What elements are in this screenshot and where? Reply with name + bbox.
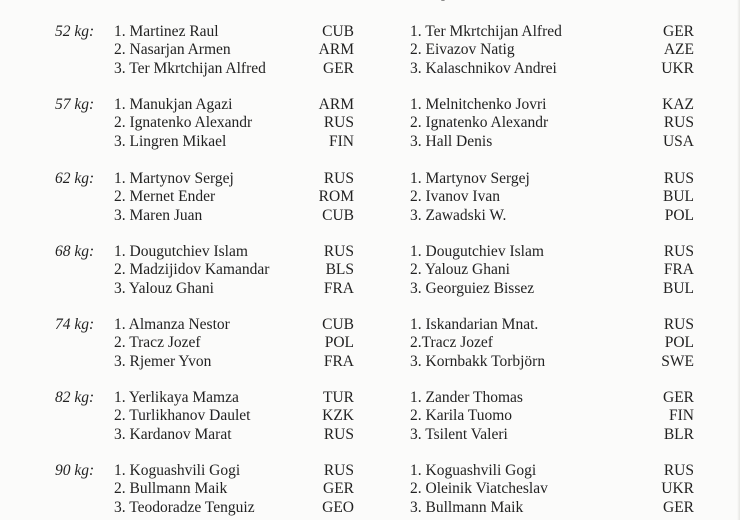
athlete-name-right: 1. Martynov Sergej (410, 170, 530, 187)
athlete-name-left: 2. Mernet Ender (114, 188, 216, 206)
result-row (0, 480, 740, 498)
country-code-right: RUS (663, 316, 694, 333)
athlete-name-left: 1. Almanza Nestor (114, 316, 230, 333)
country-code-right: BUL (663, 188, 694, 206)
country-code-left: RUS (323, 243, 354, 260)
athlete-name-right: 1. Iskandarian Mnat. (410, 316, 539, 333)
country-code-left: KZK (322, 407, 354, 425)
result-row (0, 426, 740, 444)
weight-class-label: 90 kg: (55, 462, 95, 479)
country-code-right: FRA (663, 261, 694, 279)
athlete-name-right: 2. Karila Tuomo (410, 407, 513, 425)
athlete-name-left: 1. Yerlikaya Mamza (114, 389, 239, 406)
athlete-name-right: 1. Ter Mkrtchijan Alfred (410, 23, 562, 40)
country-code-left: FRA (323, 279, 354, 297)
country-code-right (630, 0, 694, 2)
athlete-name-right: 1. Koguashvili Gogi (410, 462, 537, 479)
weight-class-row (0, 96, 740, 114)
athlete-name-right: 3. Georguiez Bissez (410, 279, 535, 297)
country-code-right: GER (663, 498, 694, 516)
athlete-name-left: 3. Yalouz Ghani (114, 279, 214, 297)
country-code-left: RUS (323, 462, 354, 479)
country-code-left (290, 0, 354, 2)
country-code-right: GER (663, 23, 694, 40)
country-code-right: KAZ (662, 96, 694, 113)
country-code-right: SWE (661, 352, 694, 370)
country-code-right: BUL (663, 279, 694, 297)
athlete-name-right: 2.Tracz Jozef (410, 334, 493, 352)
country-code-left: ARM (318, 41, 354, 59)
athlete-name-right: 1. Zander Thomas (410, 389, 523, 406)
country-code-right: RUS (663, 243, 694, 260)
athlete-name-left (114, 0, 223, 2)
athlete-name-right: 3. Kalaschnikov Andrei (410, 59, 557, 77)
weight-class-label: 82 kg: (55, 389, 95, 406)
result-row (0, 41, 740, 59)
result-row (0, 60, 740, 78)
weight-class-row (0, 462, 740, 480)
athlete-name-right: 3. Bullmann Maik (410, 498, 524, 516)
athlete-name-right: 3. Tsilent Valeri (410, 425, 508, 443)
country-code-left: FIN (329, 132, 354, 150)
result-row (0, 207, 740, 225)
athlete-name-right: 3. Zawadski W. (410, 206, 507, 224)
result-row (0, 499, 740, 517)
country-code-left: GEO (322, 498, 354, 516)
athlete-name-left: 2. Turlikhanov Daulet (114, 407, 251, 425)
athlete-name-right: 2. Eivazov Natig (410, 41, 515, 59)
athlete-name-left: 3. Lingren Mikael (114, 132, 227, 150)
athlete-name-left: 1. Martinez Raul (114, 23, 219, 40)
athlete-name-left: 2. Madzijidov Kamandar (114, 261, 270, 279)
athlete-name-left: 3. Maren Juan (114, 206, 203, 224)
athlete-name-left: 2. Bullmann Maik (114, 480, 228, 498)
result-row (0, 280, 740, 298)
country-code-left: ARM (318, 96, 354, 113)
athlete-name-left: 1. Dougutchiev Islam (114, 243, 248, 260)
athlete-name-left: 3. Teodoradze Tenguiz (114, 498, 255, 516)
country-code-left: RUS (323, 114, 354, 132)
country-code-right: RUS (663, 170, 694, 187)
result-row (0, 0, 740, 2)
athlete-name-right: 2. Oleinik Viatcheslav (410, 480, 548, 498)
country-code-left: CUB (322, 316, 354, 333)
athlete-name-right: 2. Yalouz Ghani (410, 261, 510, 279)
country-code-left: CUB (322, 23, 354, 40)
weight-class-label: 57 kg: (55, 96, 95, 113)
country-code-left: RUS (323, 425, 354, 443)
weight-class-label: 52 kg: (55, 23, 95, 40)
athlete-name-right: 2. Ignatenko Alexandr (410, 114, 549, 132)
athlete-name-left: 3. Kardanov Marat (114, 425, 232, 443)
country-code-left: GER (323, 480, 354, 498)
country-code-right: POL (664, 206, 694, 224)
country-code-left: POL (324, 334, 354, 352)
athlete-name-left: 2. Tracz Jozef (114, 334, 201, 352)
athlete-name-right: 3. Hall Denis (410, 132, 493, 150)
country-code-right: UKR (661, 59, 694, 77)
country-code-right: RUS (663, 114, 694, 132)
athlete-name-right (410, 0, 523, 2)
athlete-name-left: 2. Nasarjan Armen (114, 41, 231, 59)
result-row (0, 334, 740, 352)
country-code-left: FRA (323, 352, 354, 370)
country-code-left: BLS (325, 261, 354, 279)
country-code-right: GER (663, 389, 694, 406)
country-code-left: RUS (323, 170, 354, 187)
result-row (0, 133, 740, 151)
result-row (0, 114, 740, 132)
athlete-name-right: 1. Dougutchiev Islam (410, 243, 544, 260)
country-code-right: USA (662, 132, 694, 150)
weight-class-row (0, 23, 740, 41)
athlete-name-left: 1. Martynov Sergej (114, 170, 234, 187)
country-code-right: POL (664, 334, 694, 352)
weight-class-label: 74 kg: (55, 316, 95, 333)
weight-class-row (0, 316, 740, 334)
country-code-left: TUR (323, 389, 354, 406)
athlete-name-right: 1. Melnitchenko Jovri (410, 96, 547, 113)
result-row (0, 188, 740, 206)
weight-class-label: 68 kg: (55, 243, 95, 260)
country-code-right: UKR (661, 480, 694, 498)
country-code-right: BLR (663, 425, 694, 443)
athlete-name-left: 1. Manukjan Agazi (114, 96, 233, 113)
result-row (0, 261, 740, 279)
country-code-right: AZE (663, 41, 694, 59)
weight-class-row (0, 243, 740, 261)
athlete-name-left: 3. Ter Mkrtchijan Alfred (114, 59, 266, 77)
athlete-name-right: 2. Ivanov Ivan (410, 188, 500, 206)
weight-class-label: 62 kg: (55, 170, 95, 187)
athlete-name-left: 1. Koguashvili Gogi (114, 462, 241, 479)
country-code-right: FIN (669, 407, 694, 425)
athlete-name-left: 3. Rjemer Yvon (114, 352, 212, 370)
weight-class-row (0, 170, 740, 188)
country-code-left: GER (323, 59, 354, 77)
weight-class-row (0, 389, 740, 407)
result-row (0, 353, 740, 371)
country-code-left: ROM (318, 188, 354, 206)
country-code-left: CUB (322, 206, 354, 224)
athlete-name-right: 3. Kornbakk Torbjörn (410, 352, 546, 370)
country-code-right: RUS (663, 462, 694, 479)
result-row (0, 407, 740, 425)
athlete-name-left: 2. Ignatenko Alexandr (114, 114, 253, 132)
